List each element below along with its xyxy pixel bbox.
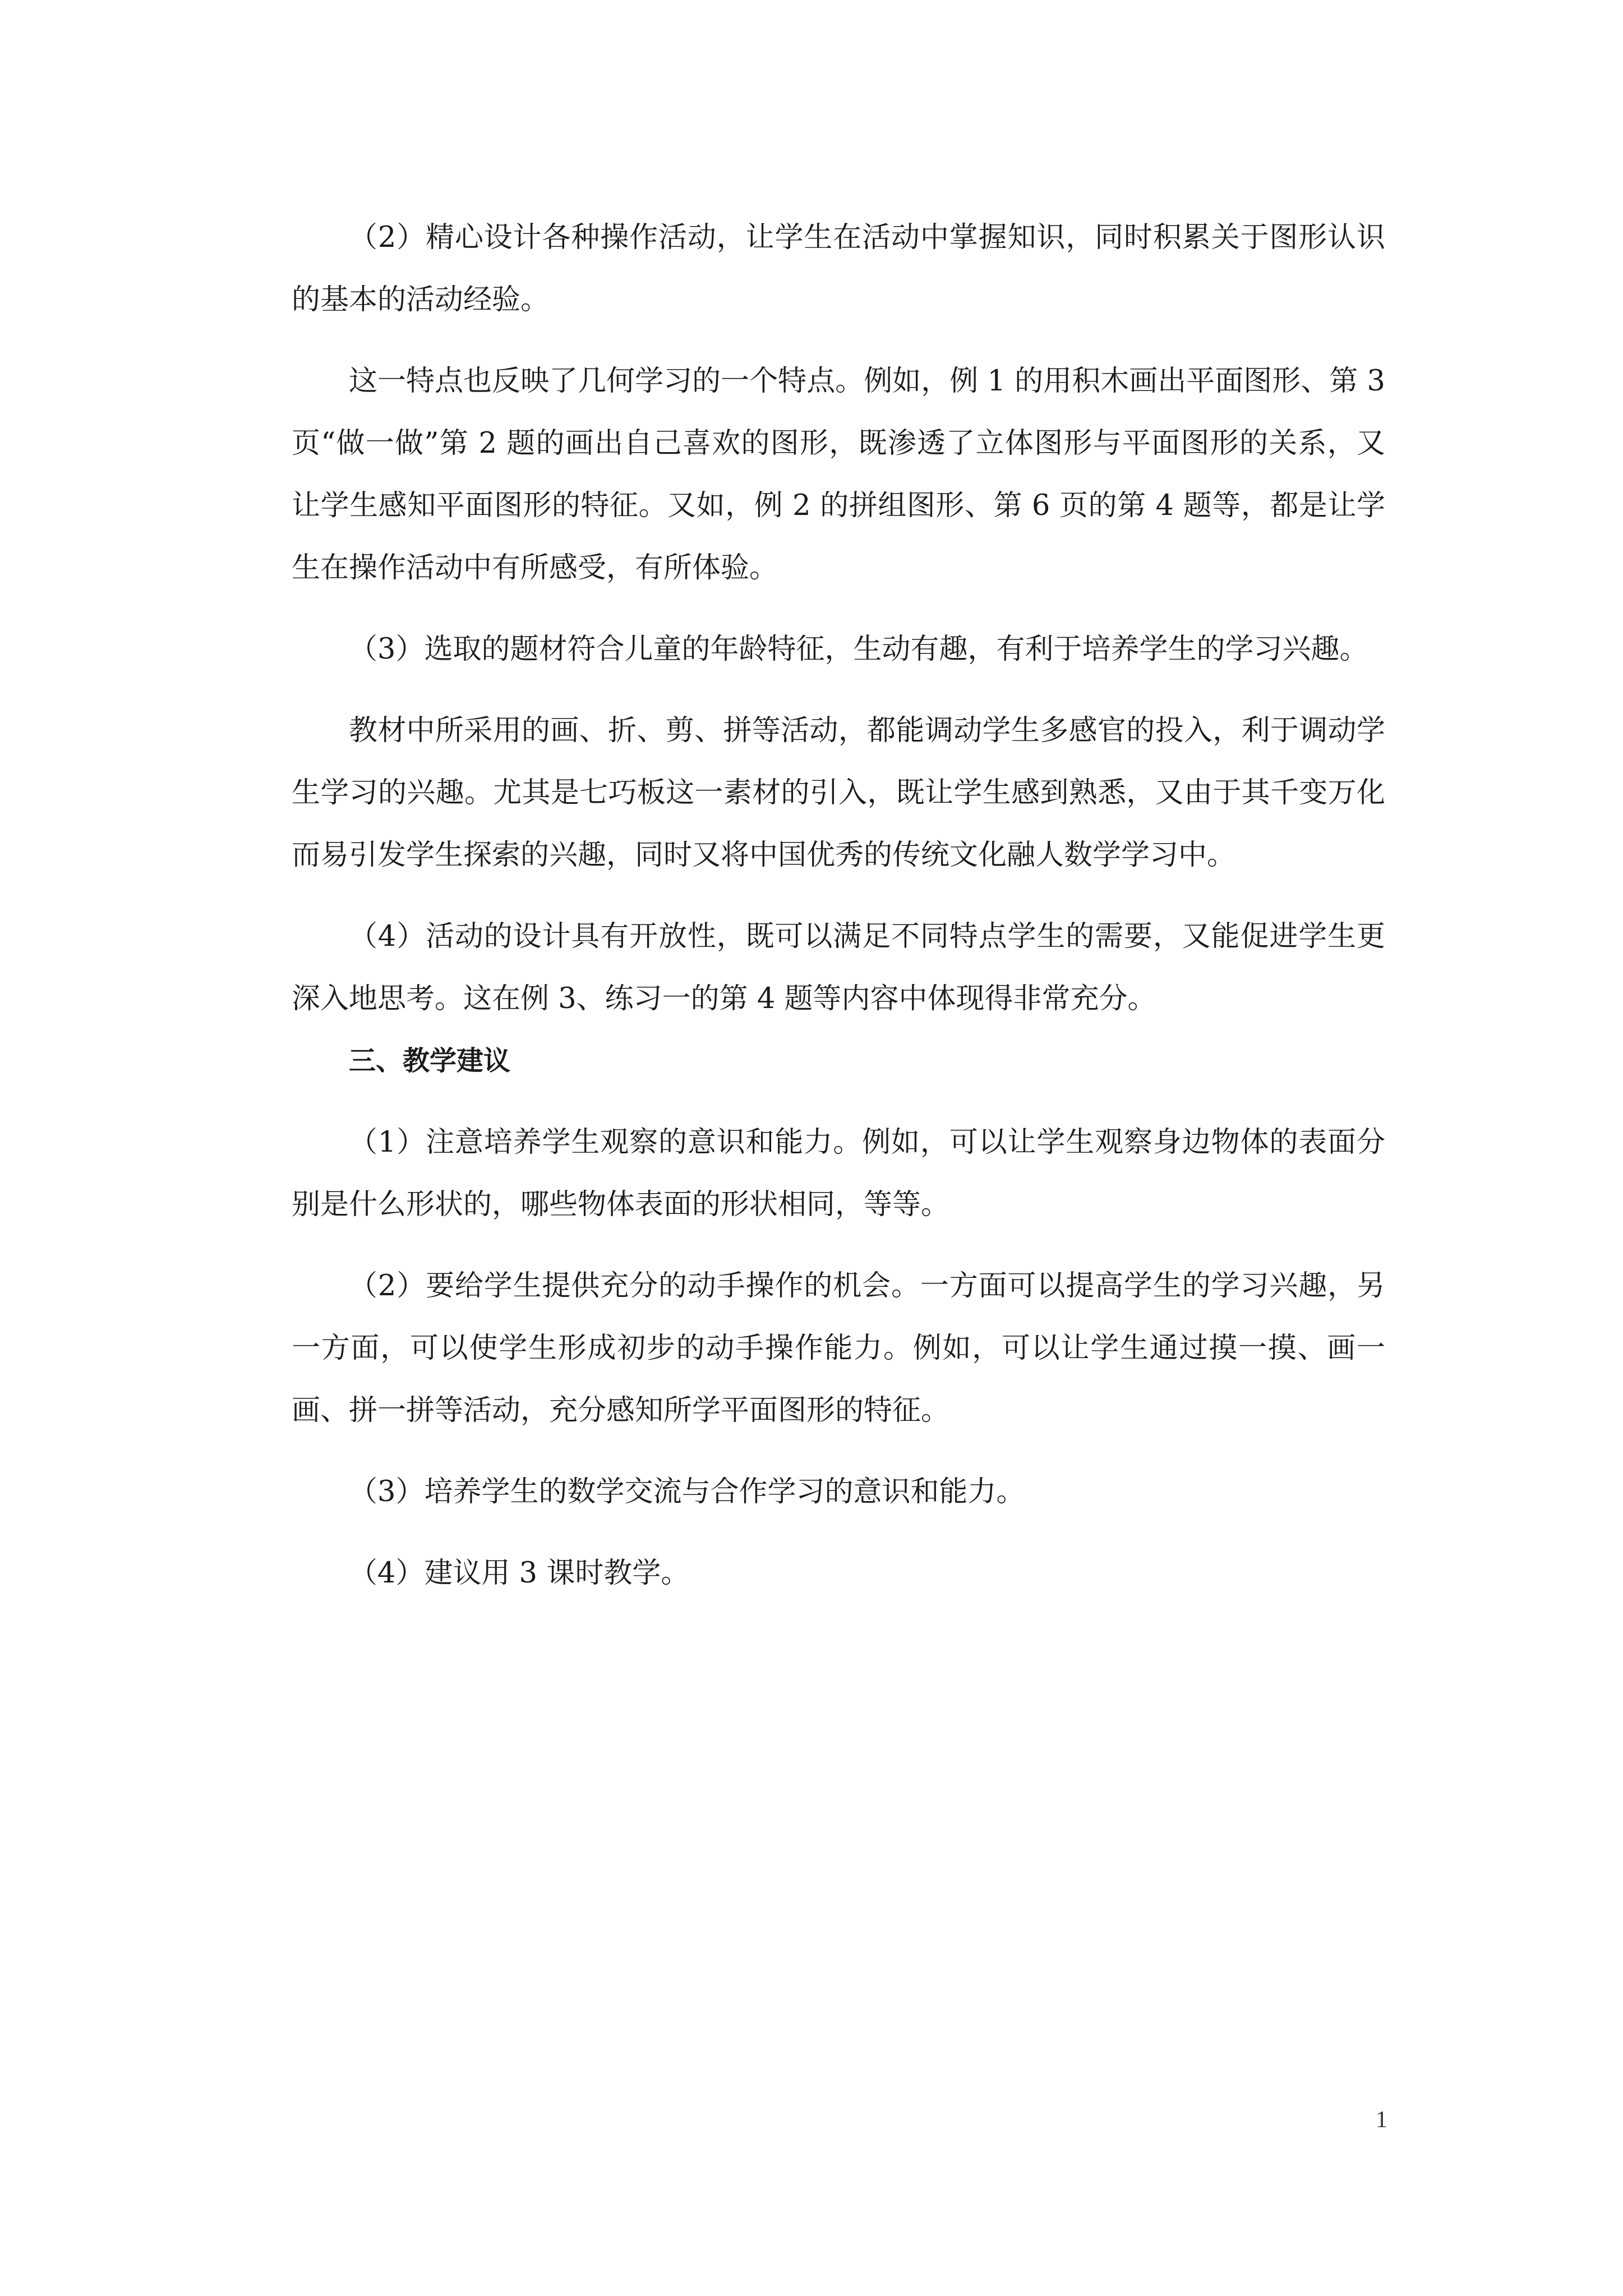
suggestion-paragraph: （3）培养学生的数学交流与合作学习的意识和能力。 — [349, 1475, 1025, 1508]
paragraph: 教材中所采用的画、折、剪、拼等活动，都能调动学生多感官的投入，利于调动学生学习的兴趣。尤其是七巧板这一素材的引入，既让学生感到熟悉，又由于其千变万化而易引发学生探索的兴趣，同时又将中国优秀的传统文化融人数学学习中。 — [292, 714, 1385, 872]
section-heading: 三、教学建议 — [349, 1045, 511, 1076]
suggestion-paragraph: （2）要给学生提供充分的动手操作的机会。一方面可以提高学生的学习兴趣，另一方面，可以使学生形成初步的动手操作能力。例如，可以让学生通过摸一摸、画一画、拼一拼等活动，充分感知所学平面图形的特征。 — [292, 1269, 1385, 1427]
paragraph: （3）选取的题材符合儿童的年龄特征，生动有趣，有利于培养学生的学习兴趣。 — [349, 633, 1368, 666]
suggestion-paragraph: （1）注意培养学生观察的意识和能力。例如，可以让学生观察身边物体的表面分别是什么形状的，哪些物体表面的形状相同，等等。 — [292, 1126, 1385, 1221]
paragraph: 这一特点也反映了几何学习的一个特点。例如，例 1 的用积木画出平面图形、第 3 页“做一做”第 2 题的画出自己喜欢的图形，既渗透了立体图形与平面图形的关系，又让学生感知平面图形的特征。又如，例 2 的拼组图形、第 6 页的第 4 题等，都是让学生在操作活动中有所感受，有所体验。 — [292, 365, 1385, 585]
paragraph: （2）精心设计各种操作活动，让学生在活动中掌握知识，同时积累关于图形认识的基本的活动经验。 — [292, 221, 1385, 316]
page-number: 1 — [1376, 2107, 1387, 2133]
suggestion-paragraph: （4）建议用 3 课时教学。 — [349, 1557, 690, 1590]
document-body — [292, 206, 1385, 1604]
paragraph: （4）活动的设计具有开放性，既可以满足不同特点学生的需要，又能促进学生更深入地思考。这在例 3、练习一的第 4 题等内容中体现得非常充分。 — [292, 920, 1385, 1015]
